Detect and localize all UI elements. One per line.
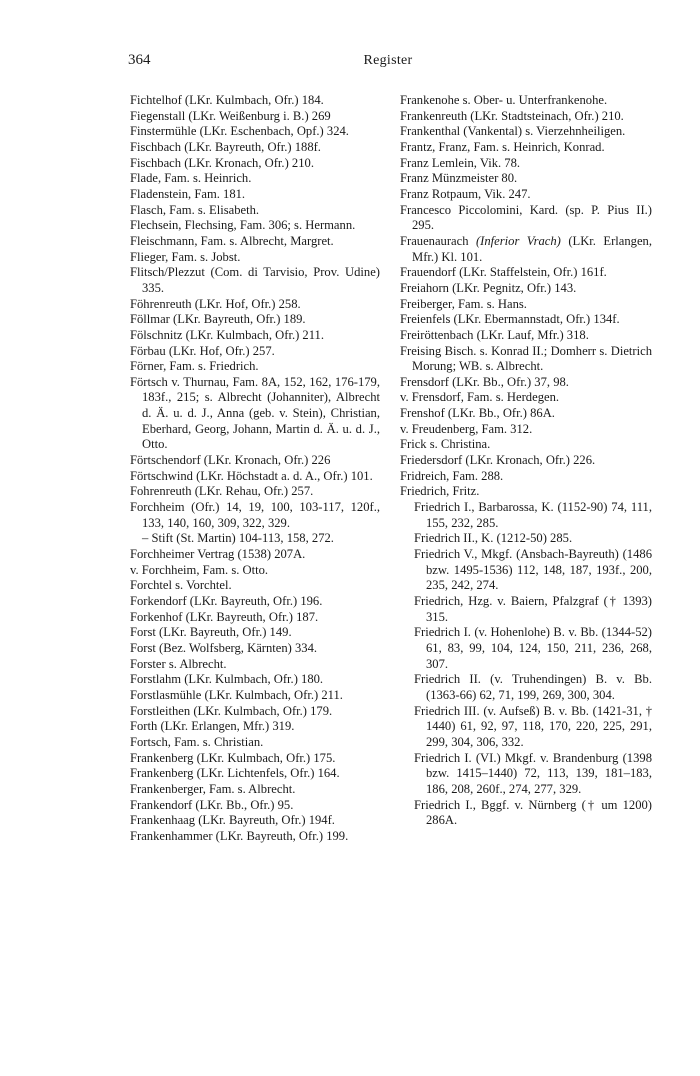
index-subentry: Friedrich I. (VI.) Mkgf. v. Brandenburg (1398 bzw. 1415–1440) 72, 113, 139, 181–183, 186, 208, 260f., 274, 277, 329. xyxy=(414,750,652,796)
index-entry: Forkenhof (LKr. Bayreuth, Ofr.) 187. xyxy=(130,609,319,624)
index-entry: Fohrenreuth (LKr. Rehau, Ofr.) 257. xyxy=(130,484,314,499)
index-entry: Frensdorf (LKr. Bb., Ofr.) 37, 98. xyxy=(400,374,569,389)
index-entry: Föllmar (LKr. Bayreuth, Ofr.) 189. xyxy=(130,312,306,327)
index-entry: Frauendorf (LKr. Staffelstein, Ofr.) 161f. xyxy=(400,265,607,280)
index-entry: Forstleithen (LKr. Kulmbach, Ofr.) 179. xyxy=(130,703,333,718)
index-entry: Frankenberg (LKr. Lichtenfels, Ofr.) 164. xyxy=(130,766,340,781)
index-subentry: Friedrich V., Mkgf. (Ansbach-Bayreuth) (1486 bzw. 1495-1536) 112, 148, 187, 193f., 200, 235, 242, 274. xyxy=(414,547,652,593)
index-entry: Freiahorn (LKr. Pegnitz, Ofr.) 143. xyxy=(400,280,577,295)
index-entry: Freienfels (LKr. Ebermannstadt, Ofr.) 134f. xyxy=(400,312,620,327)
index-entry: Fölschnitz (LKr. Kulmbach, Ofr.) 211. xyxy=(130,327,325,342)
index-entry: Fridreich, Fam. 288. xyxy=(400,468,504,483)
index-entry: Franz Münzmeister 80. xyxy=(400,171,518,186)
index-entry: Friedersdorf (LKr. Kronach, Ofr.) 226. xyxy=(400,453,596,468)
running-title: Register xyxy=(363,53,413,68)
index-entry: Fleischmann, Fam. s. Albrecht, Margret. xyxy=(130,233,334,248)
index-entry: Freiberger, Fam. s. Hans. xyxy=(400,296,527,311)
index-entry: Francesco Piccolomini, Kard. (sp. P. Pius II.) 295. xyxy=(400,202,652,233)
index-entry: Franz Lemlein, Vik. 78. xyxy=(400,155,521,170)
index-entry: Frankenohe s. Ober- u. Unterfrankenohe. xyxy=(400,93,608,107)
index-entry: Frick s. Christina. xyxy=(400,437,491,452)
index-entry: Fischbach (LKr. Kronach, Ofr.) 210. xyxy=(130,155,314,170)
index-column-right xyxy=(400,93,652,829)
index-entry: Förner, Fam. s. Friedrich. xyxy=(130,359,259,374)
index-entry: Frankenthal (Vankental) s. Vierzehnheiligen. xyxy=(400,124,626,139)
entry-text: Frauenaurach xyxy=(400,233,476,248)
index-subentry: Friedrich I., Bggf. v. Nürnberg († um 1200) 286A. xyxy=(414,797,652,828)
entry-latin-name: (Inferior Vrach) xyxy=(475,233,561,248)
index-entry: Forchheimer Vertrag (1538) 207A. xyxy=(130,547,306,562)
index-entry: Flade, Fam. s. Heinrich. xyxy=(130,171,252,186)
index-entry: Frankenberg (LKr. Kulmbach, Ofr.) 175. xyxy=(130,750,336,765)
index-entry: Friedrich, Fritz. xyxy=(400,484,480,499)
index-entry: Forkendorf (LKr. Bayreuth, Ofr.) 196. xyxy=(130,594,323,608)
index-subentry: Friedrich II. (v. Truhendingen) B. v. Bb. (1363-66) 62, 71, 199, 269, 300, 304. xyxy=(414,672,652,702)
index-entry: Forchtel s. Vorchtel. xyxy=(130,578,232,593)
index-entry: Forst (Bez. Wolfsberg, Kärnten) 334. xyxy=(130,640,318,655)
index-entry: Fladenstein, Fam. 181. xyxy=(130,186,246,201)
index-entry: Frankendorf (LKr. Bb., Ofr.) 95. xyxy=(130,797,294,812)
index-entry: Förtsch v. Thurnau, Fam. 8A, 152, 162, 176-179, 183f., 215; s. Albrecht (Johanniter), Albrecht d. Ä. u. d. J., Anna (geb. v. Stein), Christian, Eberhard, Georg, Johann, Martin d. Ä. u. d. J., Otto. xyxy=(130,374,380,452)
index-entry: Forstlahm (LKr. Kulmbach, Ofr.) 180. xyxy=(130,672,324,687)
index-entry xyxy=(400,234,652,265)
index-entry: v. Frensdorf, Fam. s. Herdegen. xyxy=(400,390,560,405)
index-entry: Förtschwind (LKr. Höchstadt a. d. A., Ofr.) 101. xyxy=(130,468,373,483)
index-subentry: Friedrich I., Barbarossa, K. (1152-90) 74, 111, 155, 232, 285. xyxy=(414,500,652,530)
index-entry: Förtschendorf (LKr. Kronach, Ofr.) 226 xyxy=(130,453,331,468)
index-entry: Forth (LKr. Erlangen, Mfr.) 319. xyxy=(130,719,295,734)
entry-text: (LKr. Erlangen, Mfr.) Kl. 101. xyxy=(412,233,652,264)
index-entry: v. Forchheim, Fam. s. Otto. xyxy=(130,562,269,577)
index-entry: Förbau (LKr. Hof, Ofr.) 257. xyxy=(130,343,275,358)
index-entry: Fischbach (LKr. Bayreuth, Ofr.) 188f. xyxy=(130,139,321,154)
index-entry: Fortsch, Fam. s. Christian. xyxy=(130,734,264,749)
index-entry: Frantz, Franz, Fam. s. Heinrich, Konrad. xyxy=(400,139,605,154)
index-entry: Frankenhammer (LKr. Bayreuth, Ofr.) 199. xyxy=(130,828,349,843)
index-entry: Frankenberger, Fam. s. Albrecht. xyxy=(130,781,296,796)
index-entry: Forstlasmühle (LKr. Kulmbach, Ofr.) 211. xyxy=(130,687,343,702)
index-entry: Franz Rotpaum, Vik. 247. xyxy=(400,186,531,201)
index-entry: Freising Bisch. s. Konrad II.; Domherr s. Dietrich Morung; WB. s. Albrecht. xyxy=(400,343,652,374)
index-entry: Freiröttenbach (LKr. Lauf, Mfr.) 318. xyxy=(400,327,589,342)
index-subentry: Friedrich III. (v. Aufseß) B. v. Bb. (1421-31, † 1440) 61, 92, 97, 118, 170, 220, 225, 291, 299, 304, 306, 332. xyxy=(414,703,652,749)
index-entry: Forster s. Albrecht. xyxy=(130,656,227,671)
index-entry: Forst (LKr. Bayreuth, Ofr.) 149. xyxy=(130,625,292,640)
index-column-left xyxy=(130,93,380,845)
index-subentry: Friedrich II., K. (1212-50) 285. xyxy=(414,531,573,546)
index-entry: v. Freudenberg, Fam. 312. xyxy=(400,421,533,436)
index-entry: – Stift (St. Martin) 104-113, 158, 272. xyxy=(142,531,334,546)
index-subentry: Friedrich I. (v. Hohenlohe) B. v. Bb. (1344-52) 61, 83, 99, 104, 124, 150, 211, 236, 268, 307. xyxy=(414,625,652,671)
index-subentry: Friedrich, Hzg. v. Baiern, Pfalzgraf († 1393) 315. xyxy=(414,594,652,624)
index-entry: Frenshof (LKr. Bb., Ofr.) 86A. xyxy=(400,406,555,421)
index-entry: Flasch, Fam. s. Elisabeth. xyxy=(130,202,260,217)
page-header xyxy=(128,52,648,74)
index-entry: Fiegenstall (LKr. Weißenburg i. B.) 269 xyxy=(130,108,331,123)
index-entry: Finstermühle (LKr. Eschenbach, Opf.) 324. xyxy=(130,124,349,139)
index-entry: Frankenhaag (LKr. Bayreuth, Ofr.) 194f. xyxy=(130,813,335,828)
index-entry: Föhrenreuth (LKr. Hof, Ofr.) 258. xyxy=(130,296,301,311)
page-number: 364 xyxy=(128,52,151,68)
index-entry: Flechsein, Flechsing, Fam. 306; s. Hermann. xyxy=(130,218,356,233)
index-entry: Frankenreuth (LKr. Stadtsteinach, Ofr.) 210. xyxy=(400,108,624,123)
index-entry: Fichtelhof (LKr. Kulmbach, Ofr.) 184. xyxy=(130,93,324,107)
index-entry: Forchheim (Ofr.) 14, 19, 100, 103-117, 120f., 133, 140, 160, 309, 322, 329. xyxy=(130,500,380,530)
index-entry: Flieger, Fam. s. Jobst. xyxy=(130,249,241,264)
index-entry: Flitsch/Plezzut (Com. di Tarvisio, Prov. Udine) 335. xyxy=(130,265,380,295)
